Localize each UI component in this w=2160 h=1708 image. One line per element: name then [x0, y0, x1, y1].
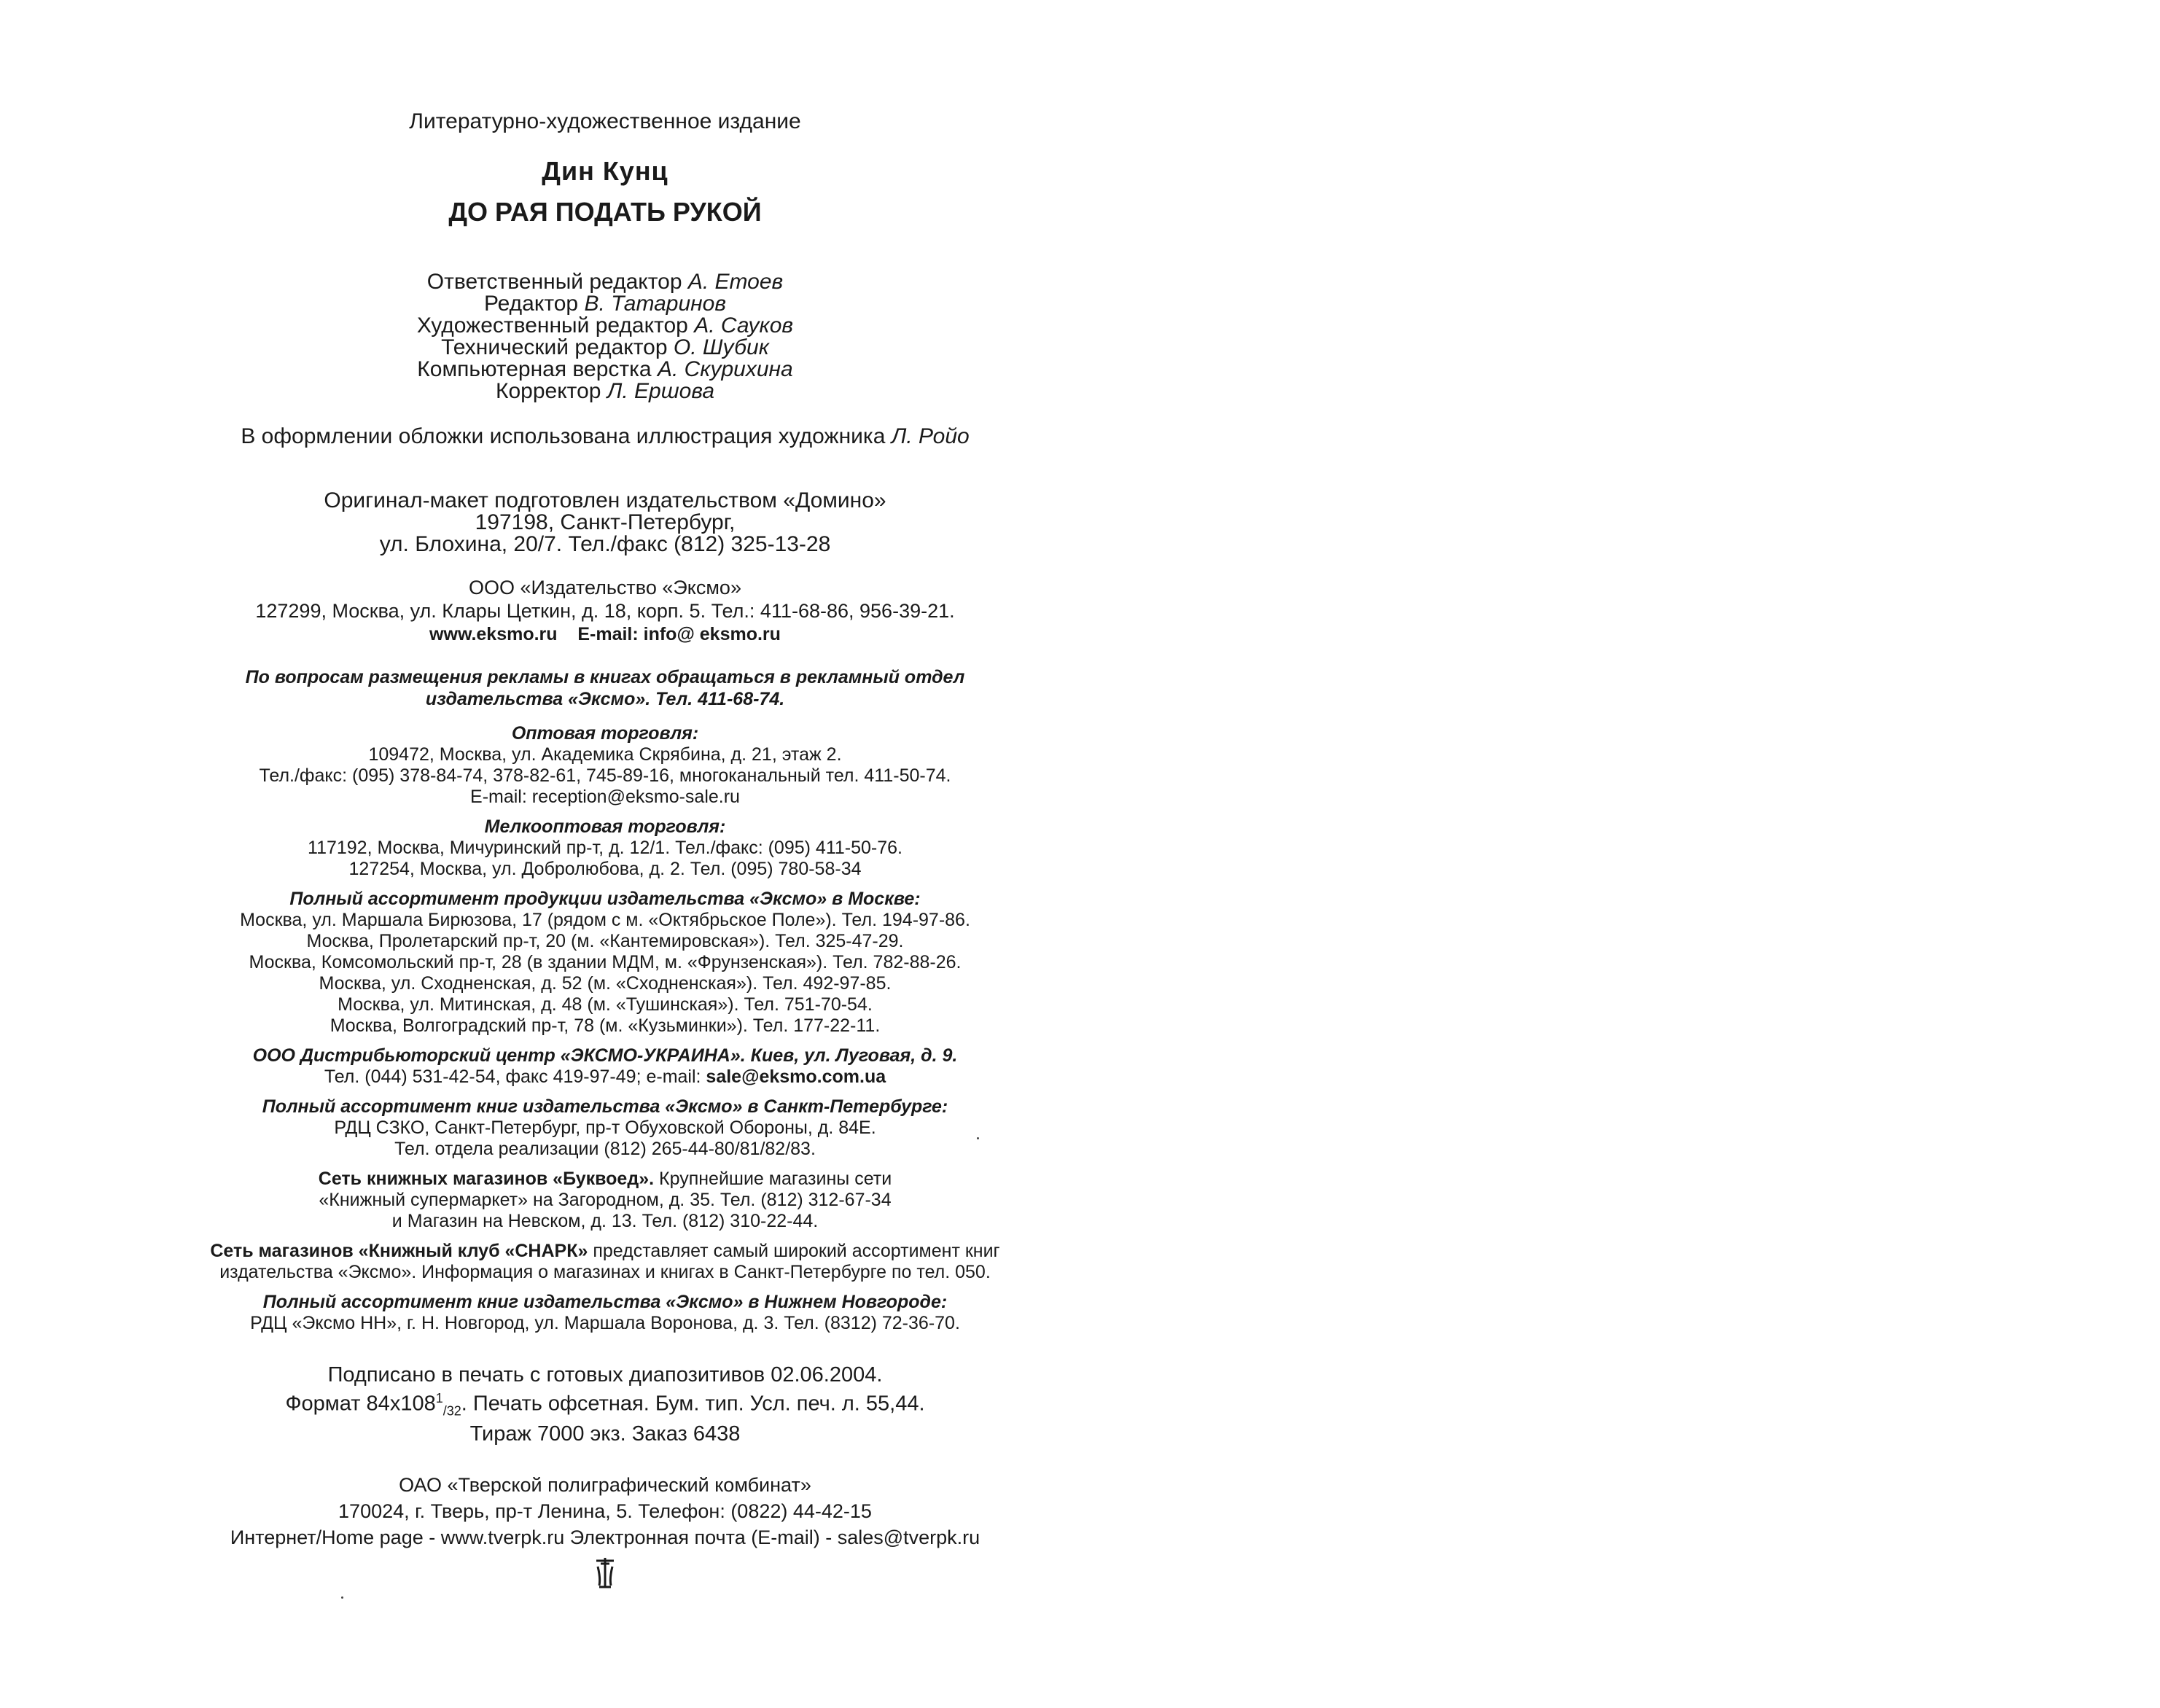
ad-line: издательства «Эксмо». Тел. 411-68-74.: [425, 689, 785, 709]
credit-role: Компьютерная верстка: [417, 357, 652, 381]
cover-credit: [131, 424, 1079, 449]
ukraine-phones: Тел. (044) 531-42-54, факс 419-97-49; e-mail:: [324, 1066, 706, 1087]
credit-name: О. Шубик: [673, 335, 769, 359]
format-prefix: Формат 84х108: [285, 1392, 436, 1416]
spb-head: Полный ассортимент книг издательства «Эксмо» в Санкт-Петербурге:: [262, 1096, 948, 1117]
snark-text: представляет самый широкий ассортимент книг: [588, 1241, 1000, 1261]
moscow-line: Москва, ул. Митинская, д. 48 (м. «Тушинская»). Тел. 751-70-54.: [338, 994, 873, 1015]
print-format: [131, 1387, 1079, 1422]
ad-block: [131, 666, 1079, 710]
credit-name: А. Сауков: [694, 313, 794, 338]
printing-plant-block: [131, 1472, 1079, 1551]
snark-line: издательства «Эксмо». Информация о магазинах и книгах в Санкт-Петербурге по тел. 050.: [219, 1262, 991, 1282]
eksmo-block: [131, 576, 1079, 646]
small-wholesale-block: [131, 816, 1079, 880]
moscow-line: Москва, ул. Маршала Бирюзова, 17 (рядом с м. «Октябрьское Поле»). Тел. 194-97-86.: [240, 910, 970, 930]
wholesale-line: E-mail: reception@eksmo-sale.ru: [470, 787, 740, 807]
print-signed: Подписано в печать с готовых диапозитивов 02.06.2004.: [327, 1363, 883, 1387]
credit-role: Технический редактор: [441, 335, 668, 359]
bukvoed-block: [131, 1169, 1079, 1232]
credit-line: [131, 337, 1079, 359]
snark-block: [131, 1241, 1079, 1283]
credit-name: А. Скурихина: [657, 357, 793, 381]
plant-line: 170024, г. Тверь, пр-т Ленина, 5. Телефон: (0822) 44-42-15: [338, 1500, 872, 1523]
domino-block: [131, 490, 1079, 555]
ukraine-email: sale@eksmo.com.ua: [706, 1066, 886, 1087]
small-wholesale-line: 127254, Москва, ул. Добролюбова, д. 2. Тел. (095) 780-58-34: [348, 859, 862, 879]
eksmo-web: www.eksmo.ru E-mail: info@ eksmo.ru: [429, 624, 781, 644]
format-suffix: . Печать офсетная. Бум. тип. Усл. печ. л. 55,44.: [461, 1392, 925, 1416]
author: Дин Кунц: [542, 156, 668, 186]
credit-line: [131, 293, 1079, 315]
credit-line: [131, 315, 1079, 337]
moscow-line: Москва, ул. Сходненская, д. 52 (м. «Сходненская»). Тел. 492-97-85.: [319, 973, 892, 994]
bukvoed-line: «Книжный супермаркет» на Загородном, д. 35. Тел. (812) 312-67-34: [319, 1190, 892, 1210]
moscow-line: Москва, Волгоградский пр-т, 78 (м. «Кузьминки»). Тел. 177-22-11.: [330, 1015, 881, 1036]
ad-line: По вопросам размещения рекламы в книгах обращаться в рекламный отдел: [245, 667, 965, 687]
plant-line: Интернет/Home page - www.tverpk.ru Электронная почта (E-mail) - sales@tverpk.ru: [230, 1526, 980, 1549]
credit-name: В. Татаринов: [584, 292, 727, 316]
credit-role: Корректор: [496, 379, 601, 403]
wholesale-head: Оптовая торговля:: [511, 723, 699, 744]
bukvoed-text: Крупнейшие магазины сети: [654, 1169, 892, 1189]
scan-speck: [977, 1137, 979, 1139]
nn-line: РДЦ «Эксмо НН», г. Н. Новгород, ул. Маршала Воронова, д. 3. Тел. (8312) 72-36-70.: [250, 1313, 960, 1333]
credits-block: [131, 271, 1079, 402]
ukraine-block: [131, 1045, 1079, 1088]
wholesale-block: [131, 723, 1079, 808]
bukvoed-line: и Магазин на Невском, д. 13. Тел. (812) 310-22-44.: [391, 1211, 819, 1231]
imprint-column: [131, 109, 1079, 1590]
eksmo-address: 127299, Москва, ул. Клары Цеткин, д. 18, корп. 5. Тел.: 411-68-86, 956-39-21.: [255, 600, 955, 622]
wholesale-line: 109472, Москва, ул. Академика Скрябина, д. 21, этаж 2.: [368, 744, 842, 765]
nn-block: [131, 1292, 1079, 1334]
credit-name: А. Етоев: [687, 270, 784, 294]
snark-title: Сеть магазинов «Книжный клуб «СНАРК»: [210, 1241, 588, 1261]
nn-head: Полный ассортимент книг издательства «Эксмо» в Нижнем Новгороде:: [262, 1292, 948, 1312]
credit-role: Ответственный редактор: [426, 270, 682, 294]
spb-block: [131, 1096, 1079, 1160]
bukvoed-line: [131, 1169, 1079, 1190]
credit-line: [131, 359, 1079, 381]
domino-line: ул. Блохина, 20/7. Тел./факс (812) 325-13-28: [379, 532, 831, 556]
credit-name: Л. Ершова: [607, 379, 714, 403]
print-run: Тираж 7000 экз. Заказ 6438: [469, 1422, 741, 1446]
format-sup: 1: [435, 1391, 443, 1405]
moscow-line: Москва, Пролетарский пр-т, 20 (м. «Кантемировская»). Тел. 325-47-29.: [306, 931, 904, 951]
plant-line: ОАО «Тверской полиграфический комбинат»: [399, 1474, 811, 1497]
credit-role: Художественный редактор: [416, 313, 688, 338]
format-sub: /32: [442, 1403, 461, 1419]
edition-type: Литературно-художественное издание: [409, 109, 801, 133]
bukvoed-title: Сеть книжных магазинов «Буквоед».: [318, 1169, 655, 1189]
moscow-block: [131, 889, 1079, 1037]
scan-speck: [341, 1596, 343, 1599]
book-title: ДО РАЯ ПОДАТЬ РУКОЙ: [448, 197, 762, 227]
eksmo-name: ООО «Издательство «Эксмо»: [469, 577, 741, 598]
printer-mark-icon: [590, 1556, 620, 1590]
spb-line: Тел. отдела реализации (812) 265-44-80/81/82/83.: [394, 1139, 816, 1159]
credit-line: [131, 271, 1079, 293]
moscow-head: Полный ассортимент продукции издательства «Эксмо» в Москве:: [289, 889, 921, 909]
wholesale-line: Тел./факс: (095) 378-84-74, 378-82-61, 745-89-16, многоканальный тел. 411-50-74.: [259, 765, 951, 786]
credit-line: [131, 381, 1079, 402]
cover-credit-text: В оформлении обложки использована иллюстрация художника: [241, 424, 886, 448]
moscow-line: Москва, Комсомольский пр-т, 28 (в здании МДМ, м. «Фрунзенская»). Тел. 782-88-26.: [249, 952, 962, 972]
spb-line: РДЦ СЗКО, Санкт-Петербург, пр-т Обуховской Обороны, д. 84Е.: [334, 1118, 876, 1138]
cover-artist: Л. Ройо: [891, 424, 970, 448]
snark-line: [131, 1241, 1079, 1262]
small-wholesale-line: 117192, Москва, Мичуринский пр-т, д. 12/1. Тел./факс: (095) 411-50-76.: [308, 838, 902, 858]
domino-line: Оригинал-макет подготовлен издательством «Домино»: [324, 488, 886, 512]
small-wholesale-head: Мелкооптовая торговля:: [484, 816, 726, 837]
ukraine-line: [131, 1066, 1079, 1088]
print-block: [131, 1363, 1079, 1446]
credit-role: Редактор: [483, 292, 579, 316]
domino-line: 197198, Санкт-Петербург,: [475, 510, 736, 534]
ukraine-head: ООО Дистрибьюторский центр «ЭКСМО-УКРАИНА». Киев, ул. Луговая, д. 9.: [252, 1045, 958, 1066]
